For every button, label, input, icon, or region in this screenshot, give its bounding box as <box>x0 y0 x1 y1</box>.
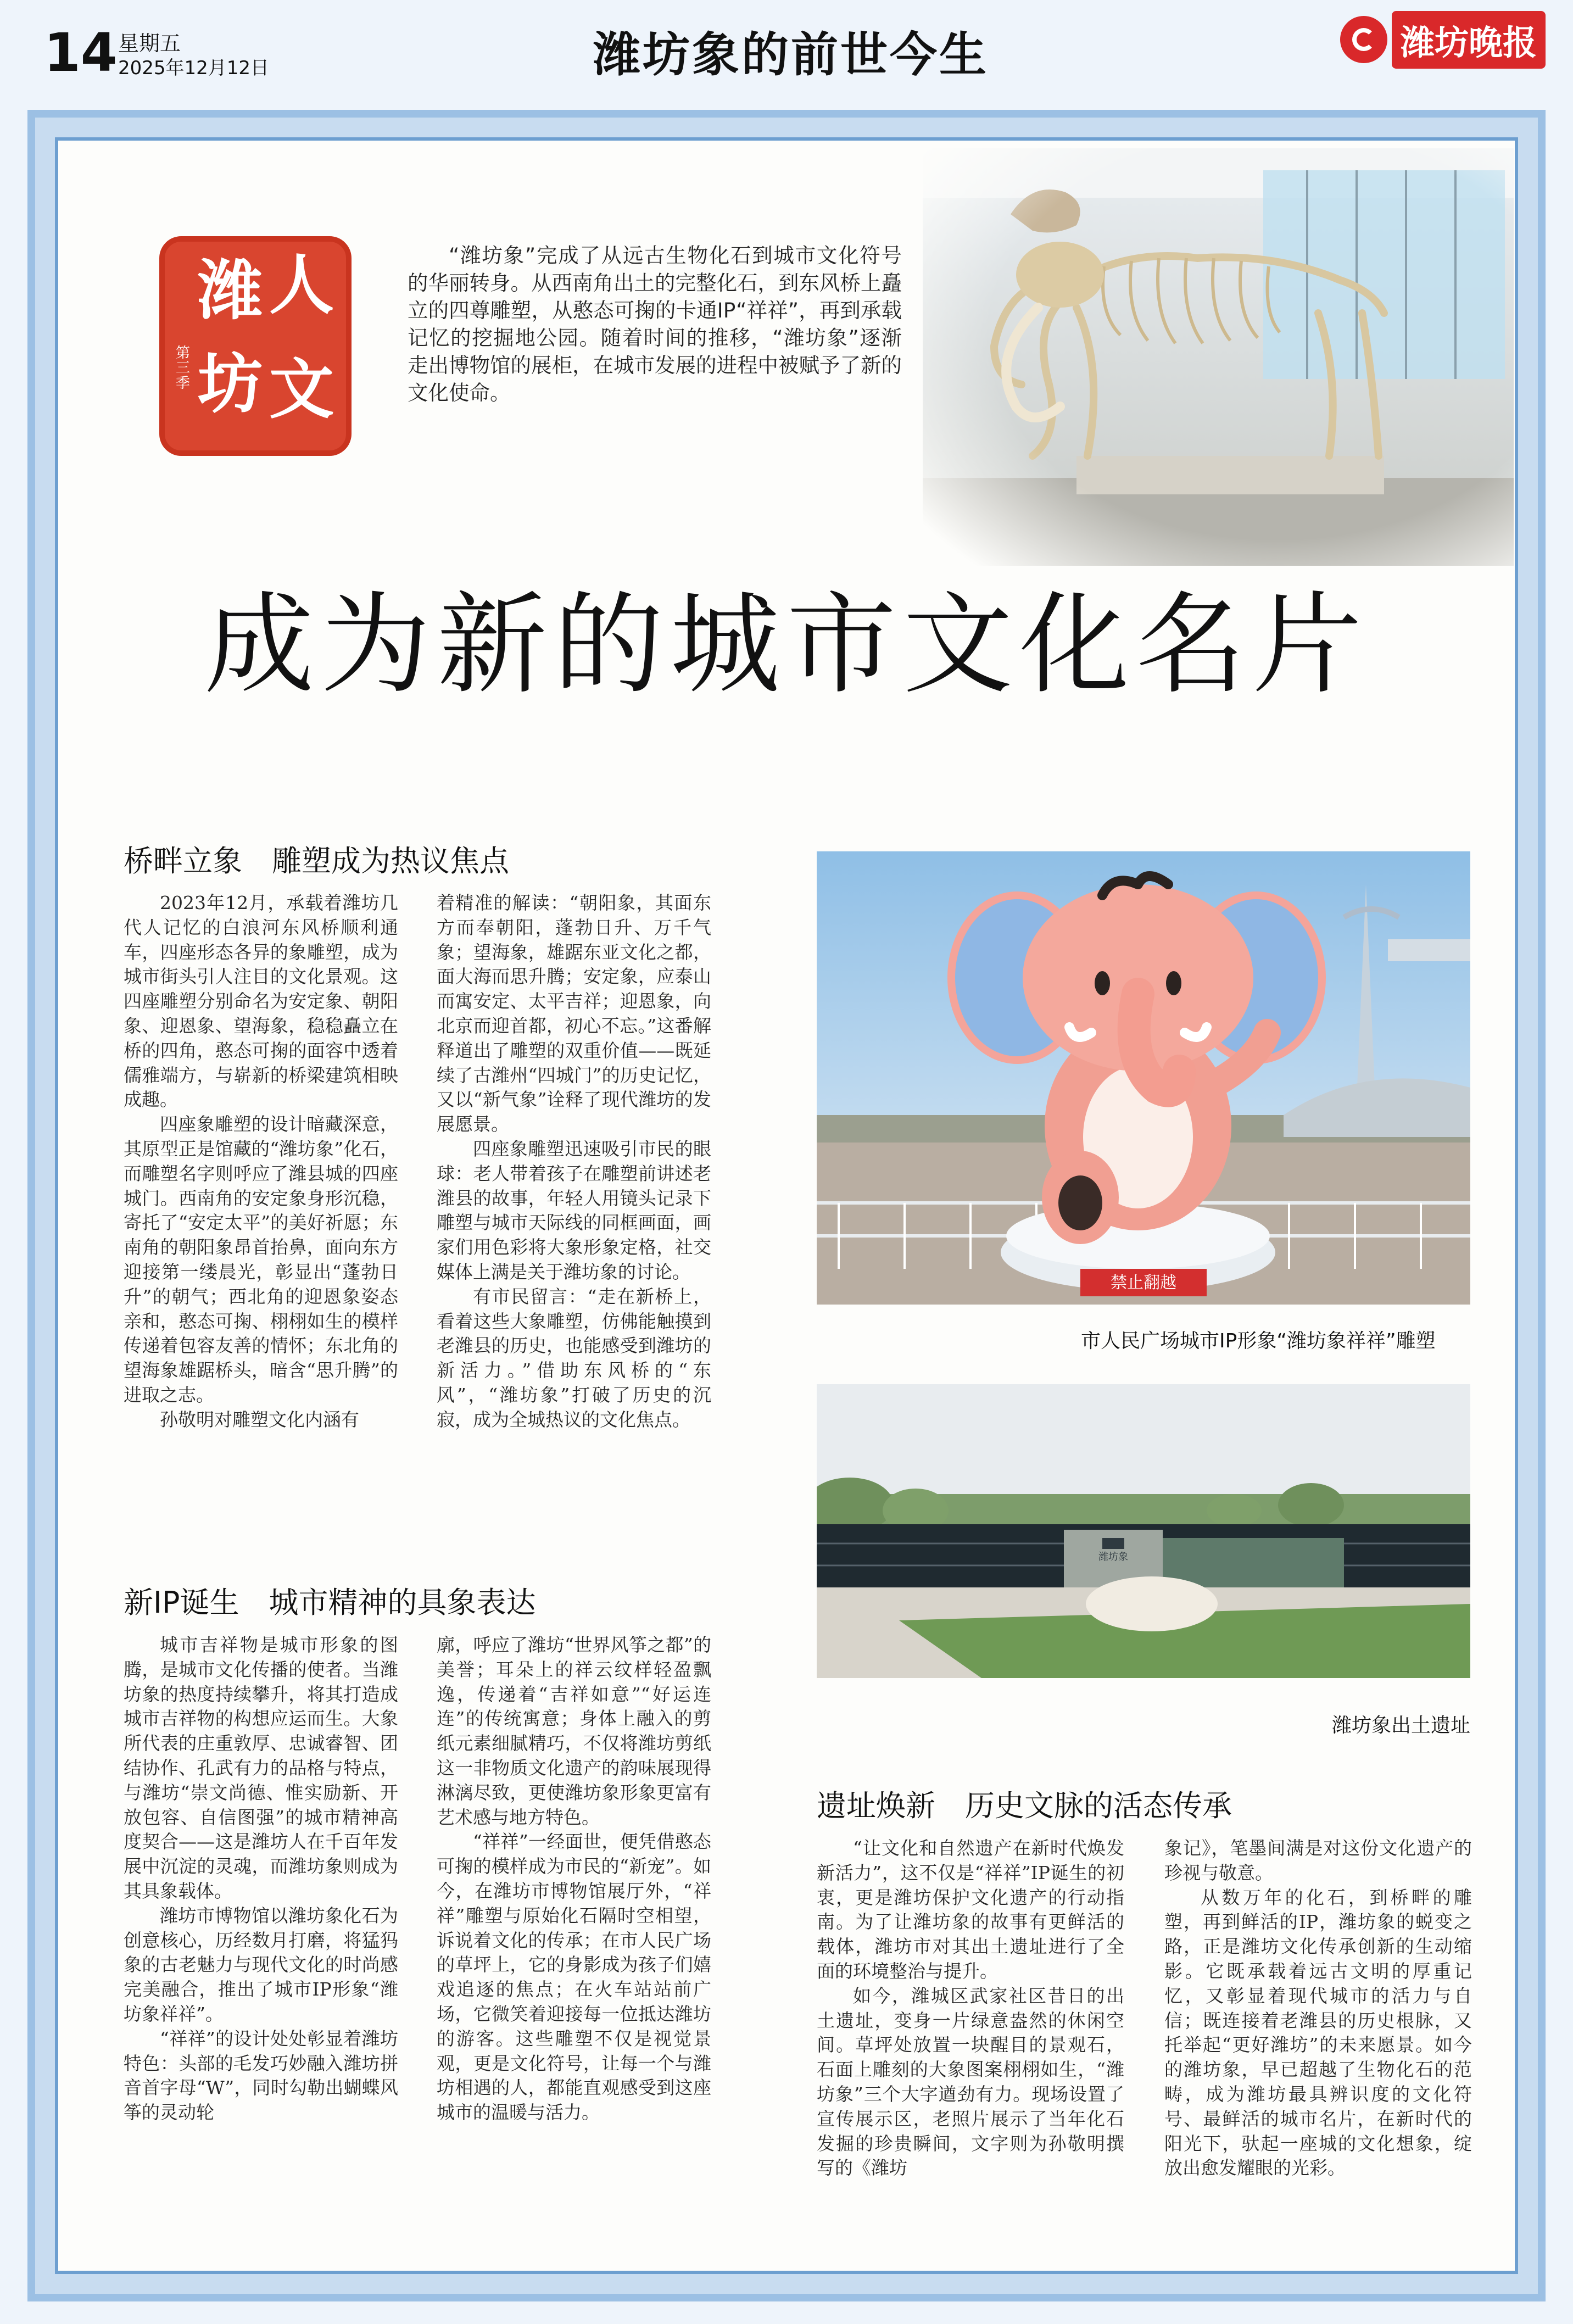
intro-paragraph <box>408 242 902 406</box>
site-photo-caption: 潍坊象出土遗址 <box>1332 1714 1471 1737</box>
no-climbing-sign: 禁止翻越 <box>1111 1273 1176 1292</box>
section1-column-2 <box>437 891 711 1433</box>
elephant-statue-illustration <box>817 851 1470 1305</box>
seal-char: 人 <box>269 247 334 323</box>
seal-char: 潍 <box>198 252 263 328</box>
paragraph: 2023年12月，承载着潍坊几代人记忆的白浪河东风桥顺利通车，四座形态各异的象雕塑，成为城市街头引人注目的文化景观。这四座雕塑分别命名为安定象、朝阳象、迎恩象、望海象，稳稳矗立在桥的四角，憨态可掬的面容中透着儒雅端方，与崭新的桥梁建筑相映成趣。 <box>124 892 398 1111</box>
section2-subhead: 新IP诞生 城市精神的具象表达 <box>124 1585 536 1620</box>
site-board-label: 潍坊象 <box>1098 1551 1128 1563</box>
paragraph: 城市吉祥物是城市形象的图腾，是城市文化传播的使者。当潍坊象的热度持续攀升，将其打造成城市吉祥物的构想应运而生。大象所代表的庄重敦厚、忠诚睿智、团结协作、孔武有力的品格与特点，与潍坊“崇文尚德、惟实励新、开放包容、自信图强”的城市精神高度契合——这是潍坊人在千百年发展中沉淀的灵魂，而潍坊象则成为其具象载体。 <box>124 1634 398 1902</box>
paragraph: 潍坊市博物馆以潍坊象化石为创意核心，历经数月打磨，将猛犸象的古老魅力与现代文化的时尚感完美融合，推出了城市IP形象“潍坊象祥祥”。 <box>124 1904 398 2025</box>
paragraph: 如今，潍城区武家社区昔日的出土遗址，变身一片绿意盎然的休闲空间。草坪处放置一块醒目的景观石，石面上雕刻的大象图案栩栩如生，“潍坊象”三个大字遒劲有力。现场设置了宣传展示区，老照片展示了当年化石发掘的珍贵瞬间，文字则为孙敬明撰写的《潍坊 <box>817 1985 1124 2179</box>
paragraph: 有市民留言：“走在新桥上，看着这些大象雕塑，仿佛能触摸到老潍县的历史，也能感受到潍坊的新活力。”借助东风桥的“东风”，“潍坊象”打破了历史的沉寂，成为全城热议的文化焦点。 <box>437 1285 711 1430</box>
seal-char: 文 <box>269 351 334 427</box>
paragraph: 从数万年的化石，到桥畔的雕塑，再到鲜活的IP，潍坊象的蜕变之路，正是潍坊文化传承创新的生动缩影。它既承载着远古文明的厚重记忆，又彰显着现代城市的活力与自信；既连接着老潍县的历史根脉，又托举起“更好潍坊”的未来愿景。如今的潍坊象，早已超越了生物化石的范畴，成为潍坊最具辨识度的文化符号、最鲜活的城市名片，在新时代的阳光下，驮起一座城的文化想象，绽放出愈发耀眼的光彩。 <box>1164 1886 1472 2179</box>
intro-text: “潍坊象”完成了从远古生物化石到城市文化符号的华丽转身。从西南角出土的完整化石，到东风桥上矗立的四尊雕塑，从憨态可掬的卡通IP“祥祥”，再到承载记忆的挖掘地公园。随着时间的推移，“潍坊象”逐渐走出博物馆的展柜，在城市发展的进程中被赋予了新的文化使命。 <box>408 243 902 405</box>
section3-column-2 <box>1164 1836 1472 2181</box>
section3-column-1 <box>817 1836 1124 2181</box>
page-number: 14 <box>44 22 118 83</box>
column-seal <box>159 236 352 456</box>
statue-photo <box>817 851 1470 1305</box>
paragraph: 四座象雕塑的设计暗藏深意，其原型正是馆藏的“潍坊象”化石，而雕塑名字则呼应了潍县城的四座城门。西南角的安定象身形沉稳，寄托了“安定太平”的美好祈愿；东南角的朝阳象昂首抬鼻，面向东方迎接第一缕晨光，彰显出“蓬勃日升”的朝气；西北角的迎恩象姿态亲和，憨态可掬、栩栩如生的模样传递着包容友善的情怀；东北角的望海象雄踞桥头，暗含“思升腾”的进取之志。 <box>124 1113 398 1406</box>
paragraph: 着精准的解读：“朝阳象，其面东方而奉朝阳，蓬勃日升、万千气象；望海象，雄踞东亚文化之都，面大海而思升腾；安定象，应泰山而寓安定、太平吉祥；迎恩象，向北京而迎首都，初心不忘。”这番解释道出了雕塑的双重价值——既延续了古潍州“四城门”的历史记忆，又以“新气象”诠释了现代潍坊的发展愿景。 <box>437 892 711 1135</box>
brand-logo-icon <box>1340 16 1387 63</box>
section2-column-1 <box>124 1633 398 2125</box>
paragraph: 象记》，笔墨间满是对这份文化遗产的珍视与敬意。 <box>1164 1837 1472 1883</box>
statue-photo-caption: 市人民广场城市IP形象“潍坊象祥祥”雕塑 <box>1081 1330 1436 1352</box>
paragraph: “让文化和自然遗产在新时代焕发新活力”，这不仅是“祥祥”IP诞生的初衷，更是潍坊保护文化遗产的行动指南。为了让潍坊象的故事有更鲜活的载体，潍坊市对其出土遗址进行了全面的环境整治与提升。 <box>817 1837 1124 1982</box>
section1-subhead: 桥畔立象 雕塑成为热议焦点 <box>124 844 509 878</box>
section3-subhead: 遗址焕新 历史文脉的活态传承 <box>817 1788 1232 1823</box>
issue-date: 2025年12月12日 <box>118 57 270 79</box>
main-headline: 成为新的城市文化名片 <box>204 581 1369 709</box>
brand-name: 潍坊晚报 <box>1392 11 1546 69</box>
newspaper-brand <box>1340 12 1546 67</box>
mammoth-skeleton-illustration <box>923 148 1514 566</box>
weekday: 星期五 <box>118 31 181 55</box>
section1-column-1 <box>124 891 398 1433</box>
museum-skeleton-photo <box>923 148 1514 566</box>
paragraph: “祥祥”的设计处处彰显着潍坊特色：头部的毛发巧妙融入潍坊拼音首字母“W”，同时勾勒出蝴蝶风筝的灵动轮 <box>124 2027 398 2124</box>
paragraph: “祥祥”一经面世，便凭借憨态可掬的模样成为市民的“新宠”。如今，在潍坊市博物馆展厅外，“祥祥”雕塑与原始化石隔时空相望，诉说着文化的传承；在市人民广场的草坪上，它的身影成为孩子们嬉戏追逐的焦点；在火车站站前广场，它微笑着迎接每一位抵达潍坊的游客。这些雕塑不仅是视觉景观，更是文化符号，让每一个与潍坊相遇的人，都能直观感受到这座城市的温暖与活力。 <box>437 1831 711 2124</box>
excavation-site-photo <box>817 1384 1470 1678</box>
paragraph: 廓，呼应了潍坊“世界风筝之都”的美誉；耳朵上的祥云纹样轻盈飘逸，传递着“吉祥如意”“好运连连”的传统寓意；身体上融入的剪纸元素细腻精巧，不仅将潍坊剪纸这一非物质文化遗产的韵味展现得淋漓尽致，更使潍坊象形象更富有艺术感与地方特色。 <box>437 1634 711 1828</box>
excavation-site-illustration <box>817 1384 1470 1678</box>
seal-char: 坊 <box>198 345 263 422</box>
seal-series-label: 第三季 <box>176 345 191 392</box>
paragraph: 孙敬明对雕塑文化内涵有 <box>160 1408 359 1430</box>
section-title: 潍坊象的前世今生 <box>593 27 989 82</box>
paragraph: 四座象雕塑迅速吸引市民的眼球：老人带着孩子在雕塑前讲述老潍县的故事，年轻人用镜头记录下雕塑与城市天际线的同框画面，画家们用色彩将大象形象定格，社交媒体上满是关于潍坊象的讨论。 <box>437 1138 711 1283</box>
section2-column-2 <box>437 1633 711 2125</box>
